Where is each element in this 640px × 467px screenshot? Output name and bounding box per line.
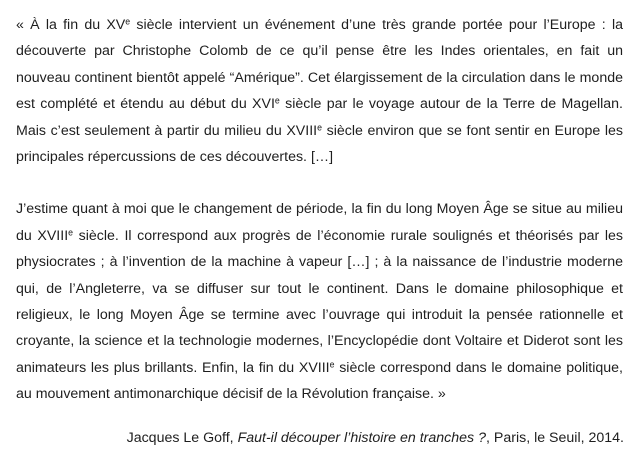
citation-book-title: Faut-il découper l’histoire en tranches ? bbox=[237, 430, 486, 446]
quote-text: « À la fin du XV bbox=[16, 17, 126, 33]
superscript-e: e bbox=[329, 359, 335, 370]
superscript-e: e bbox=[125, 16, 131, 27]
citation-publisher: , Paris, le Seuil, 2014. bbox=[485, 430, 624, 446]
quote-text: siècle environ que se font sentir en Europe les principales répercussions de ces découvertes. […] bbox=[16, 122, 623, 166]
superscript-e: e bbox=[68, 227, 74, 238]
quote-text: siècle par le voyage autour de la Terre de Magellan. Mais c’est seulement à partir du milieu du XVIII bbox=[16, 96, 623, 139]
quote-text: siècle. Il correspond aux progrès de l’économie rurale soulignés et théorisés par les physiocrates ; à l’invention de la machine à vapeur […] ; à la naissance de l’industrie moderne qui, de l’Angleterre, va se diffuser sur tout le continent. Dans le domaine philosophique et religieux, le long Moyen Âge se termine avec l’ouvrage qui introduit la pensée rationnelle et croyante, la science et la technologie modernes, l’Encyclopédie dont Voltaire et Diderot sont les animateurs les plus brillants. Enfin, la fin du XVIII bbox=[16, 227, 623, 376]
quote-text: siècle intervient un événement d’une très grande portée pour l’Europe : la découverte par Christophe Colomb de ce qu’il pense être les Indes orientales, en fait un nouveau continent bientôt appelé “Amérique”. Cet élargissement de la circulation dans le monde est complété et étendu au début du XVI bbox=[16, 17, 623, 113]
quotation bbox=[16, 12, 623, 408]
citation-author: Jacques Le Goff, bbox=[126, 430, 238, 446]
superscript-e: e bbox=[317, 122, 322, 133]
quote-text: siècle correspond dans le domaine politique, au mouvement antimonarchique décisif de la Révolution française. » bbox=[16, 359, 623, 403]
superscript-e: e bbox=[274, 95, 280, 106]
quote-text: J’estime quant à moi que le changement de période, la fin du long Moyen Âge se situe au milieu du XVIII bbox=[16, 201, 623, 244]
quote-paragraph-1 bbox=[16, 12, 623, 170]
quote-paragraph-2 bbox=[16, 196, 623, 407]
source-citation bbox=[127, 428, 624, 448]
